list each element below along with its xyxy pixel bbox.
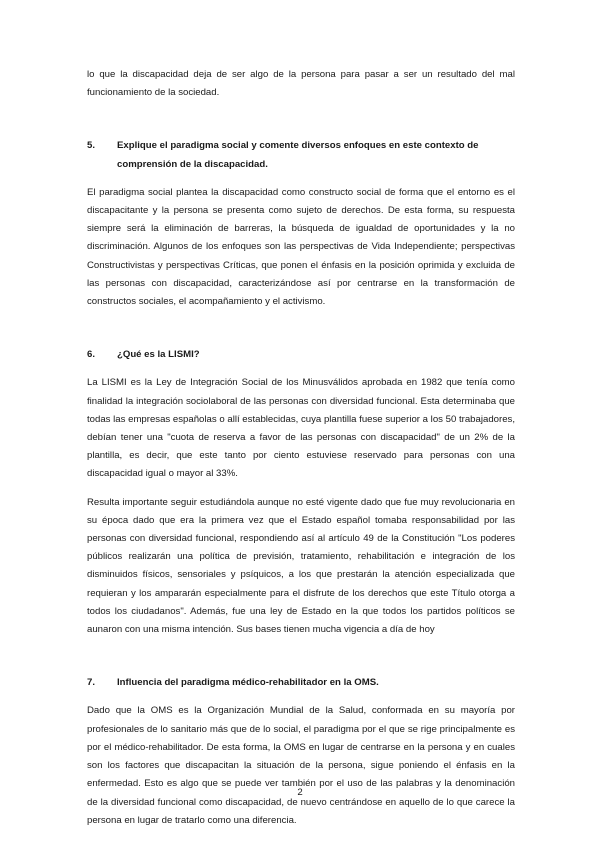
page-number: 2 xyxy=(297,787,303,798)
answer-paragraph: El paradigma social plantea la discapacidad como constructo social de forma que el entorno es el discapacitante y la persona se presenta como sujeto de derechos. De esta forma, su respuesta siempre será la eliminación de barreras, la búsqueda de igualdad de oportunidades y la no discriminación. Algunos de los enfoques son las perspectivas de Vida Independiente; perspectivas Constructivistas y perspectivas Críticas, que ponen el énfasis en la posición oprimida y excluida de las personas con discapacidad, caracterizándose así por centrarse en la transformación de constructos sociales, el acompañamiento y el activismo. xyxy=(87,186,515,308)
question-text: ¿Qué es la LISMI? xyxy=(117,349,200,361)
answer-paragraph: La LISMI es la Ley de Integración Social de los Minusválidos aprobada en 1982 que tenía como finalidad la integración sociolaboral de las personas con diversidad funcional. Esta determinaba que todas las empresas españolas o allí establecidas, cuya plantilla fuese superior a los 50 trabajadores, debían tener una "cuota de reserva a favor de las personas con discapacidad" de un 2% de la plantilla, es decir, que este tanto por ciento estuviese reservado para personas con una discapacidad igual o mayor al 33%. xyxy=(87,377,515,480)
document-page xyxy=(87,66,515,830)
question-number: 7. xyxy=(87,677,96,689)
question-text: Explique el paradigma social y comente diversos enfoques en este contexto de comprensión de la discapacidad. xyxy=(117,140,479,170)
answer-paragraph: Dado que la OMS es la Organización Mundial de la Salud, conformada en su mayoría por profesionales de lo sanitario más que de lo social, el paradigma por el que se rige principalmente es por el médico-rehabilitador. De esta forma, la OMS en lugar de centrarse en la persona y en cuales son los factores que discapacitan la situación de la persona, sigue poniendo el énfasis en la enfermedad. Esto es algo que se puede ver también por el uso de las palabras y la denominación de la diversidad funcional como discapacidad, de nuevo centrándose en aquello de lo que carece la persona en lugar de tratarlo como una diferencia. xyxy=(87,705,515,826)
question-7 xyxy=(87,674,515,692)
intro-paragraph: lo que la discapacidad deja de ser algo de la persona para pasar a ser un resultado del mal funcionamiento de la sociedad. xyxy=(87,69,515,99)
question-number: 5. xyxy=(87,140,96,152)
question-text: Influencia del paradigma médico-rehabilitador en la OMS. xyxy=(117,677,379,689)
question-5 xyxy=(87,137,515,173)
question-6 xyxy=(87,346,515,364)
answer-paragraph: Resulta importante seguir estudiándola aunque no esté vigente dado que fue muy revolucionaria en su época dado que era la primera vez que el Estado español tomaba responsabilidad por las personas con diversidad funcional, respondiendo así al artículo 49 de la Constitución "Los poderes públicos realizarán una política de previsión, tratamiento, rehabilitación e integración de los disminuidos físicos, sensoriales y psíquicos, a los que prestarán la atención especializada que requieran y los ampararán especialmente para el disfrute de los derechos que este Título otorga a todos los ciudadanos". Además, fue una ley de Estado en la que todos los partidos políticos se aunaron con una misma intención. Sus bases tienen mucha vigencia a día de hoy xyxy=(87,496,515,636)
question-number: 6. xyxy=(87,349,96,361)
